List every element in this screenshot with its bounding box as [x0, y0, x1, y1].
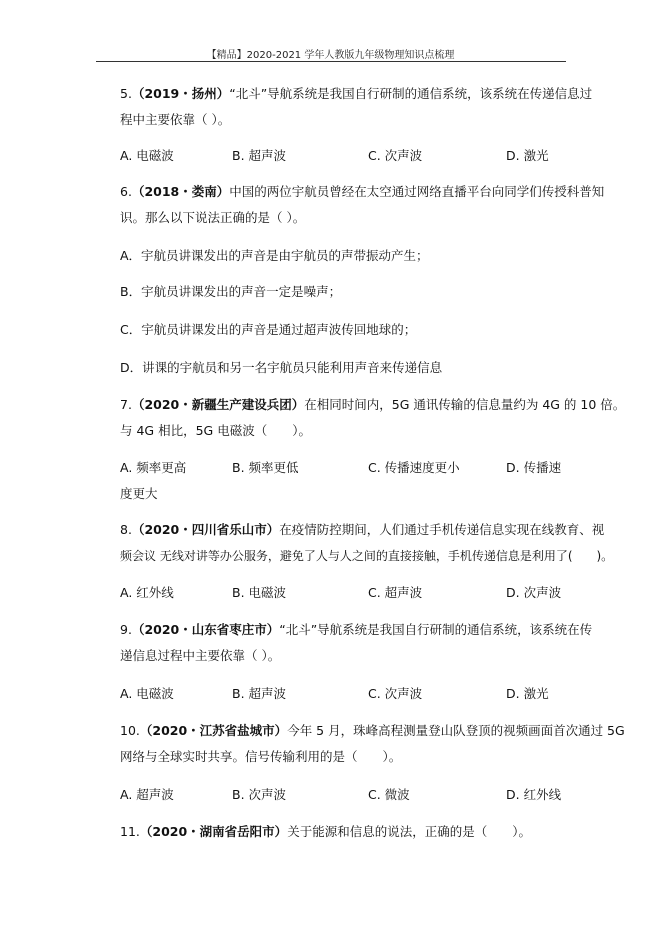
question-8-option-c: C. 超声波 — [368, 585, 423, 600]
question-7-option-d: D. 传播速 — [506, 460, 562, 475]
question-10-option-c: C. 微波 — [368, 787, 410, 802]
question-10-option-b: B. 次声波 — [232, 787, 287, 802]
question-7-option-c: C. 传播速度更小 — [368, 460, 460, 475]
header-divider — [96, 61, 566, 62]
question-9-line2: 递信息过程中主要依靠（ ）。 — [120, 648, 281, 663]
question-10-line2: 网络与全球实时共享。信号传输利用的是（ ）。 — [120, 749, 402, 764]
question-6-line2: 识。那么以下说法正确的是（ ）。 — [120, 210, 306, 225]
question-6-option-c: C．宇航员讲课发出的声音是通过超声波传回地球的； — [120, 322, 417, 337]
question-7-option-b: B. 频率更低 — [232, 460, 299, 475]
question-9-option-d: D. 激光 — [506, 686, 549, 701]
question-5-option-a: A. 电磁波 — [120, 148, 174, 163]
question-6-line1: 6.（2018・娄南）中国的两位宇航员曾经在太空通过网络直播平台向同学们传授科普知 — [120, 184, 605, 199]
question-7-option-d-continued: 度更大 — [120, 486, 158, 501]
question-6-option-d: D．讲课的宇航员和另一名宇航员只能利用声音来传递信息 — [120, 360, 443, 375]
question-9-option-b: B. 超声波 — [232, 686, 287, 701]
question-9-option-c: C. 次声波 — [368, 686, 423, 701]
question-9-line1: 9.（2020・山东省枣庄市）“北斗”导航系统是我国自行研制的通信系统，该系统在传 — [120, 622, 593, 637]
question-7-line1: 7.（2020・新疆生产建设兵团）在相同时间内，5G 通讯传输的信息量约为 4G 的 10 倍。 — [120, 397, 626, 412]
question-8-option-d: D. 次声波 — [506, 585, 562, 600]
question-7-line2: 与 4G 相比，5G 电磁波（ ）。 — [120, 423, 311, 438]
question-8-option-a: A. 红外线 — [120, 585, 174, 600]
question-10-option-a: A. 超声波 — [120, 787, 174, 802]
question-10-option-d: D. 红外线 — [506, 787, 562, 802]
question-6-option-a: A．宇航员讲课发出的声音是由宇航员的声带振动产生； — [120, 248, 429, 263]
question-8-line1: 8.（2020・四川省乐山市）在疫情防控期间，人们通过手机传递信息实现在线教育、视 — [120, 522, 605, 537]
question-10-line1: 10.（2020・江苏省盐城市）今年 5 月，珠峰高程测量登山队登顶的视频画面首次通过 5G — [120, 723, 625, 738]
page-header: 【精品】2020-2021 学年人教版九年级物理知识点梳理 — [206, 50, 455, 61]
question-7-option-a: A. 频率更高 — [120, 460, 187, 475]
question-5-line1: 5.（2019・扬州）“北斗”导航系统是我国自行研制的通信系统，该系统在传递信息过 — [120, 86, 593, 101]
question-8-option-b: B. 电磁波 — [232, 585, 287, 600]
question-5-option-b: B. 超声波 — [232, 148, 287, 163]
question-8-line2: 频会议 无线对讲等办公服务，避免了人与人之间的直接接触，手机传递信息是利用了( )。 — [120, 549, 614, 563]
question-11-line1: 11.（2020・湖南省岳阳市）关于能源和信息的说法，正确的是（ ）。 — [120, 824, 531, 839]
question-5-option-c: C. 次声波 — [368, 148, 423, 163]
question-6-option-b: B．宇航员讲课发出的声音一定是噪声； — [120, 284, 342, 299]
question-9-option-a: A. 电磁波 — [120, 686, 174, 701]
question-5-option-d: D. 激光 — [506, 148, 549, 163]
question-5-line2: 程中主要依靠（ ）。 — [120, 112, 231, 127]
